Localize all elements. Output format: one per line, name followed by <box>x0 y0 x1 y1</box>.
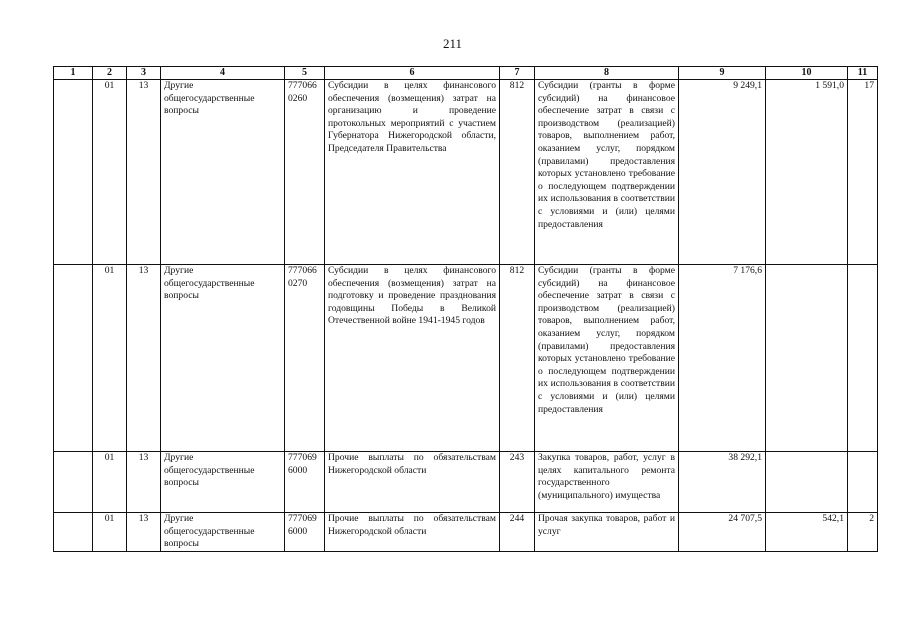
header-row <box>54 67 878 80</box>
cell-amount-11: 2 <box>848 513 878 552</box>
cell-subsection: 13 <box>127 265 161 452</box>
table-row <box>54 513 878 552</box>
cell-expense-type: 812 <box>500 80 535 265</box>
cell-target-name: Прочие выплаты по обязательствам Нижегородской области <box>325 513 500 552</box>
cell-section <box>54 513 93 552</box>
cell-expense-type: 244 <box>500 513 535 552</box>
cell-chapter: 01 <box>93 265 127 452</box>
header-col-10: 10 <box>766 67 848 80</box>
header-col-2: 2 <box>93 67 127 80</box>
page-number: 211 <box>442 36 463 51</box>
cell-subsection-name: Другие общегосударственные вопросы <box>161 513 285 552</box>
cell-target-code: 777069 6000 <box>285 513 325 552</box>
cell-amount-11 <box>848 265 878 452</box>
cell-expense-type: 812 <box>500 265 535 452</box>
cell-target-code: 777069 6000 <box>285 452 325 513</box>
cell-subsection: 13 <box>127 452 161 513</box>
table-row <box>54 265 878 452</box>
header-col-8: 8 <box>535 67 679 80</box>
header-col-1: 1 <box>54 67 93 80</box>
cell-amount-11: 17 <box>848 80 878 265</box>
cell-subsection-name: Другие общегосударственные вопросы <box>161 80 285 265</box>
header-col-9: 9 <box>679 67 766 80</box>
cell-amount-9: 9 249,1 <box>679 80 766 265</box>
cell-subsection-name: Другие общегосударственные вопросы <box>161 452 285 513</box>
cell-amount-9: 24 707,5 <box>679 513 766 552</box>
cell-amount-9: 38 292,1 <box>679 452 766 513</box>
cell-amount-9: 7 176,6 <box>679 265 766 452</box>
header-col-4: 4 <box>161 67 285 80</box>
cell-subsection: 13 <box>127 513 161 552</box>
cell-target-code: 777066 0270 <box>285 265 325 452</box>
cell-target-code: 777066 0260 <box>285 80 325 265</box>
header-col-5: 5 <box>285 67 325 80</box>
header-col-6: 6 <box>325 67 500 80</box>
cell-target-name: Субсидии в целях финансового обеспечения (возмещения) затрат на организацию и проведение протокольных мероприятий с участием Губернатора Нижегородской области, Председателя Правительства <box>325 80 500 265</box>
cell-amount-10 <box>766 265 848 452</box>
cell-subsection-name: Другие общегосударственные вопросы <box>161 265 285 452</box>
cell-expense-name: Закупка товаров, работ, услуг в целях капитального ремонта государственного (муниципального) имущества <box>535 452 679 513</box>
cell-amount-10: 1 591,0 <box>766 80 848 265</box>
cell-target-name: Прочие выплаты по обязательствам Нижегородской области <box>325 452 500 513</box>
cell-section <box>54 265 93 452</box>
cell-expense-name: Субсидии (гранты в форме субсидий) на финансовое обеспечение затрат в связи с производством (реализацией) товаров, выполнением работ, оказанием услуг, порядком (правилами) предоставления которых установлено требование о последующем подтверждении их использования в соответствии с условиями и (или) целями предоставления <box>535 265 679 452</box>
cell-subsection: 13 <box>127 80 161 265</box>
cell-amount-10 <box>766 452 848 513</box>
cell-expense-name: Прочая закупка товаров, работ и услуг <box>535 513 679 552</box>
cell-target-name: Субсидии в целях финансового обеспечения (возмещения) затрат на подготовку и проведение празднования годовщины Победы в Великой Отечественной войне 1941-1945 годов <box>325 265 500 452</box>
cell-expense-name: Субсидии (гранты в форме субсидий) на финансовое обеспечение затрат в связи с производством (реализацией) товаров, выполнением работ, оказанием услуг, порядком (правилами) предоставления которых установлено требование о последующем подтверждении их использования в соответствии с условиями и (или) целями предоставления <box>535 80 679 265</box>
header-col-7: 7 <box>500 67 535 80</box>
cell-chapter: 01 <box>93 452 127 513</box>
cell-chapter: 01 <box>93 513 127 552</box>
header-col-11: 11 <box>848 67 878 80</box>
cell-section <box>54 452 93 513</box>
table-row <box>54 80 878 265</box>
cell-expense-type: 243 <box>500 452 535 513</box>
cell-amount-10: 542,1 <box>766 513 848 552</box>
cell-section <box>54 80 93 265</box>
table-row <box>54 452 878 513</box>
cell-chapter: 01 <box>93 80 127 265</box>
budget-table <box>53 66 878 552</box>
cell-amount-11 <box>848 452 878 513</box>
header-col-3: 3 <box>127 67 161 80</box>
